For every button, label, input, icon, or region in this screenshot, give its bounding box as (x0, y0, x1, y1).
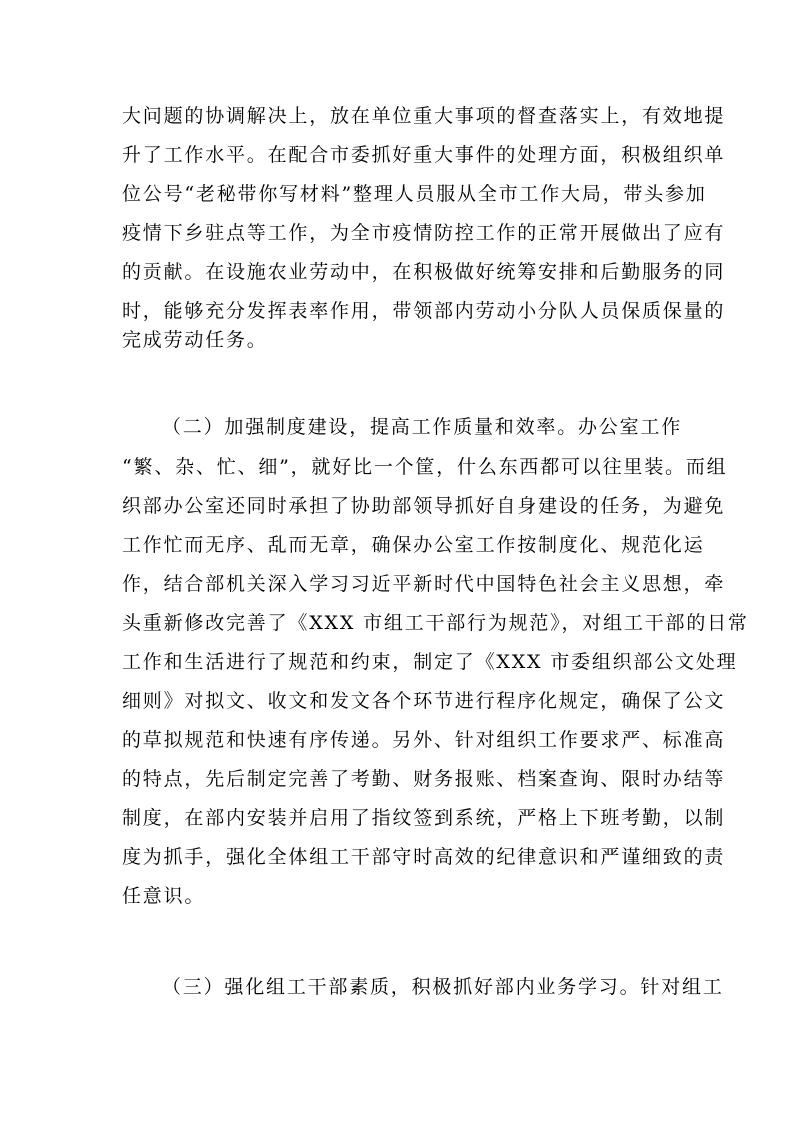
body-line: 大问题的协调解决上，放在单位重大事项的督查落实上，有效地提 (122, 105, 726, 127)
body-line: 时，能够充分发挥表率作用，带领部内劳动小分队人员保质保量的 (122, 300, 726, 322)
section-heading-line: （二）加强制度建设，提高工作质量和效率。办公室工作 (162, 416, 683, 438)
body-line: 头重新修改完善了《XXX 市组工干部行为规范》，对组工干部的日常 (122, 612, 749, 634)
body-line: 的特点，先后制定完善了考勤、财务报账、档案查询、限时办结等 (122, 768, 726, 790)
body-line: 作，结合部机关深入学习习近平新时代中国特色社会主义思想，牵 (122, 573, 726, 595)
section-heading-line: （三）强化组工干部素质，积极抓好部内业务学习。针对组工 (162, 976, 724, 998)
body-line: 疫情下乡驻点等工作，为全市疫情防控工作的正常开展做出了应有 (122, 222, 726, 244)
body-line: 的草拟规范和快速有序传递。另外、针对组织工作要求严、标准高 (122, 729, 726, 751)
body-line: 制度，在部内安装并启用了指纹签到系统，严格上下班考勤，以制 (122, 807, 726, 829)
body-line: 工作忙而无序、乱而无章，确保办公室工作按制度化、规范化运 (122, 534, 705, 556)
body-line: 细则》对拟文、收文和发文各个环节进行程序化规定，确保了公文 (122, 690, 726, 712)
body-line: 织部办公室还同时承担了协助部领导抓好自身建设的任务，为避免 (122, 495, 726, 517)
body-line: 升了工作水平。在配合市委抓好重大事件的处理方面，积极组织单 (122, 144, 726, 166)
body-line: 度为抓手，强化全体组工干部守时高效的纪律意识和严谨细致的责 (122, 846, 726, 868)
body-line: 任意识。 (122, 885, 206, 907)
body-line: “繁、杂、忙、细”，就好比一个筐，什么东西都可以往里装。而组 (122, 456, 728, 478)
body-line: 完成劳动任务。 (122, 329, 268, 351)
body-line: 位公号“老秘带你写材料”整理人员服从全市工作大局，带头参加 (122, 183, 707, 205)
body-line: 工作和生活进行了规范和约束，制定了《XXX 市委组织部公文处理 (122, 651, 738, 673)
body-line: 的贡献。在设施农业劳动中，在积极做好统筹安排和后勤服务的同 (122, 261, 726, 283)
